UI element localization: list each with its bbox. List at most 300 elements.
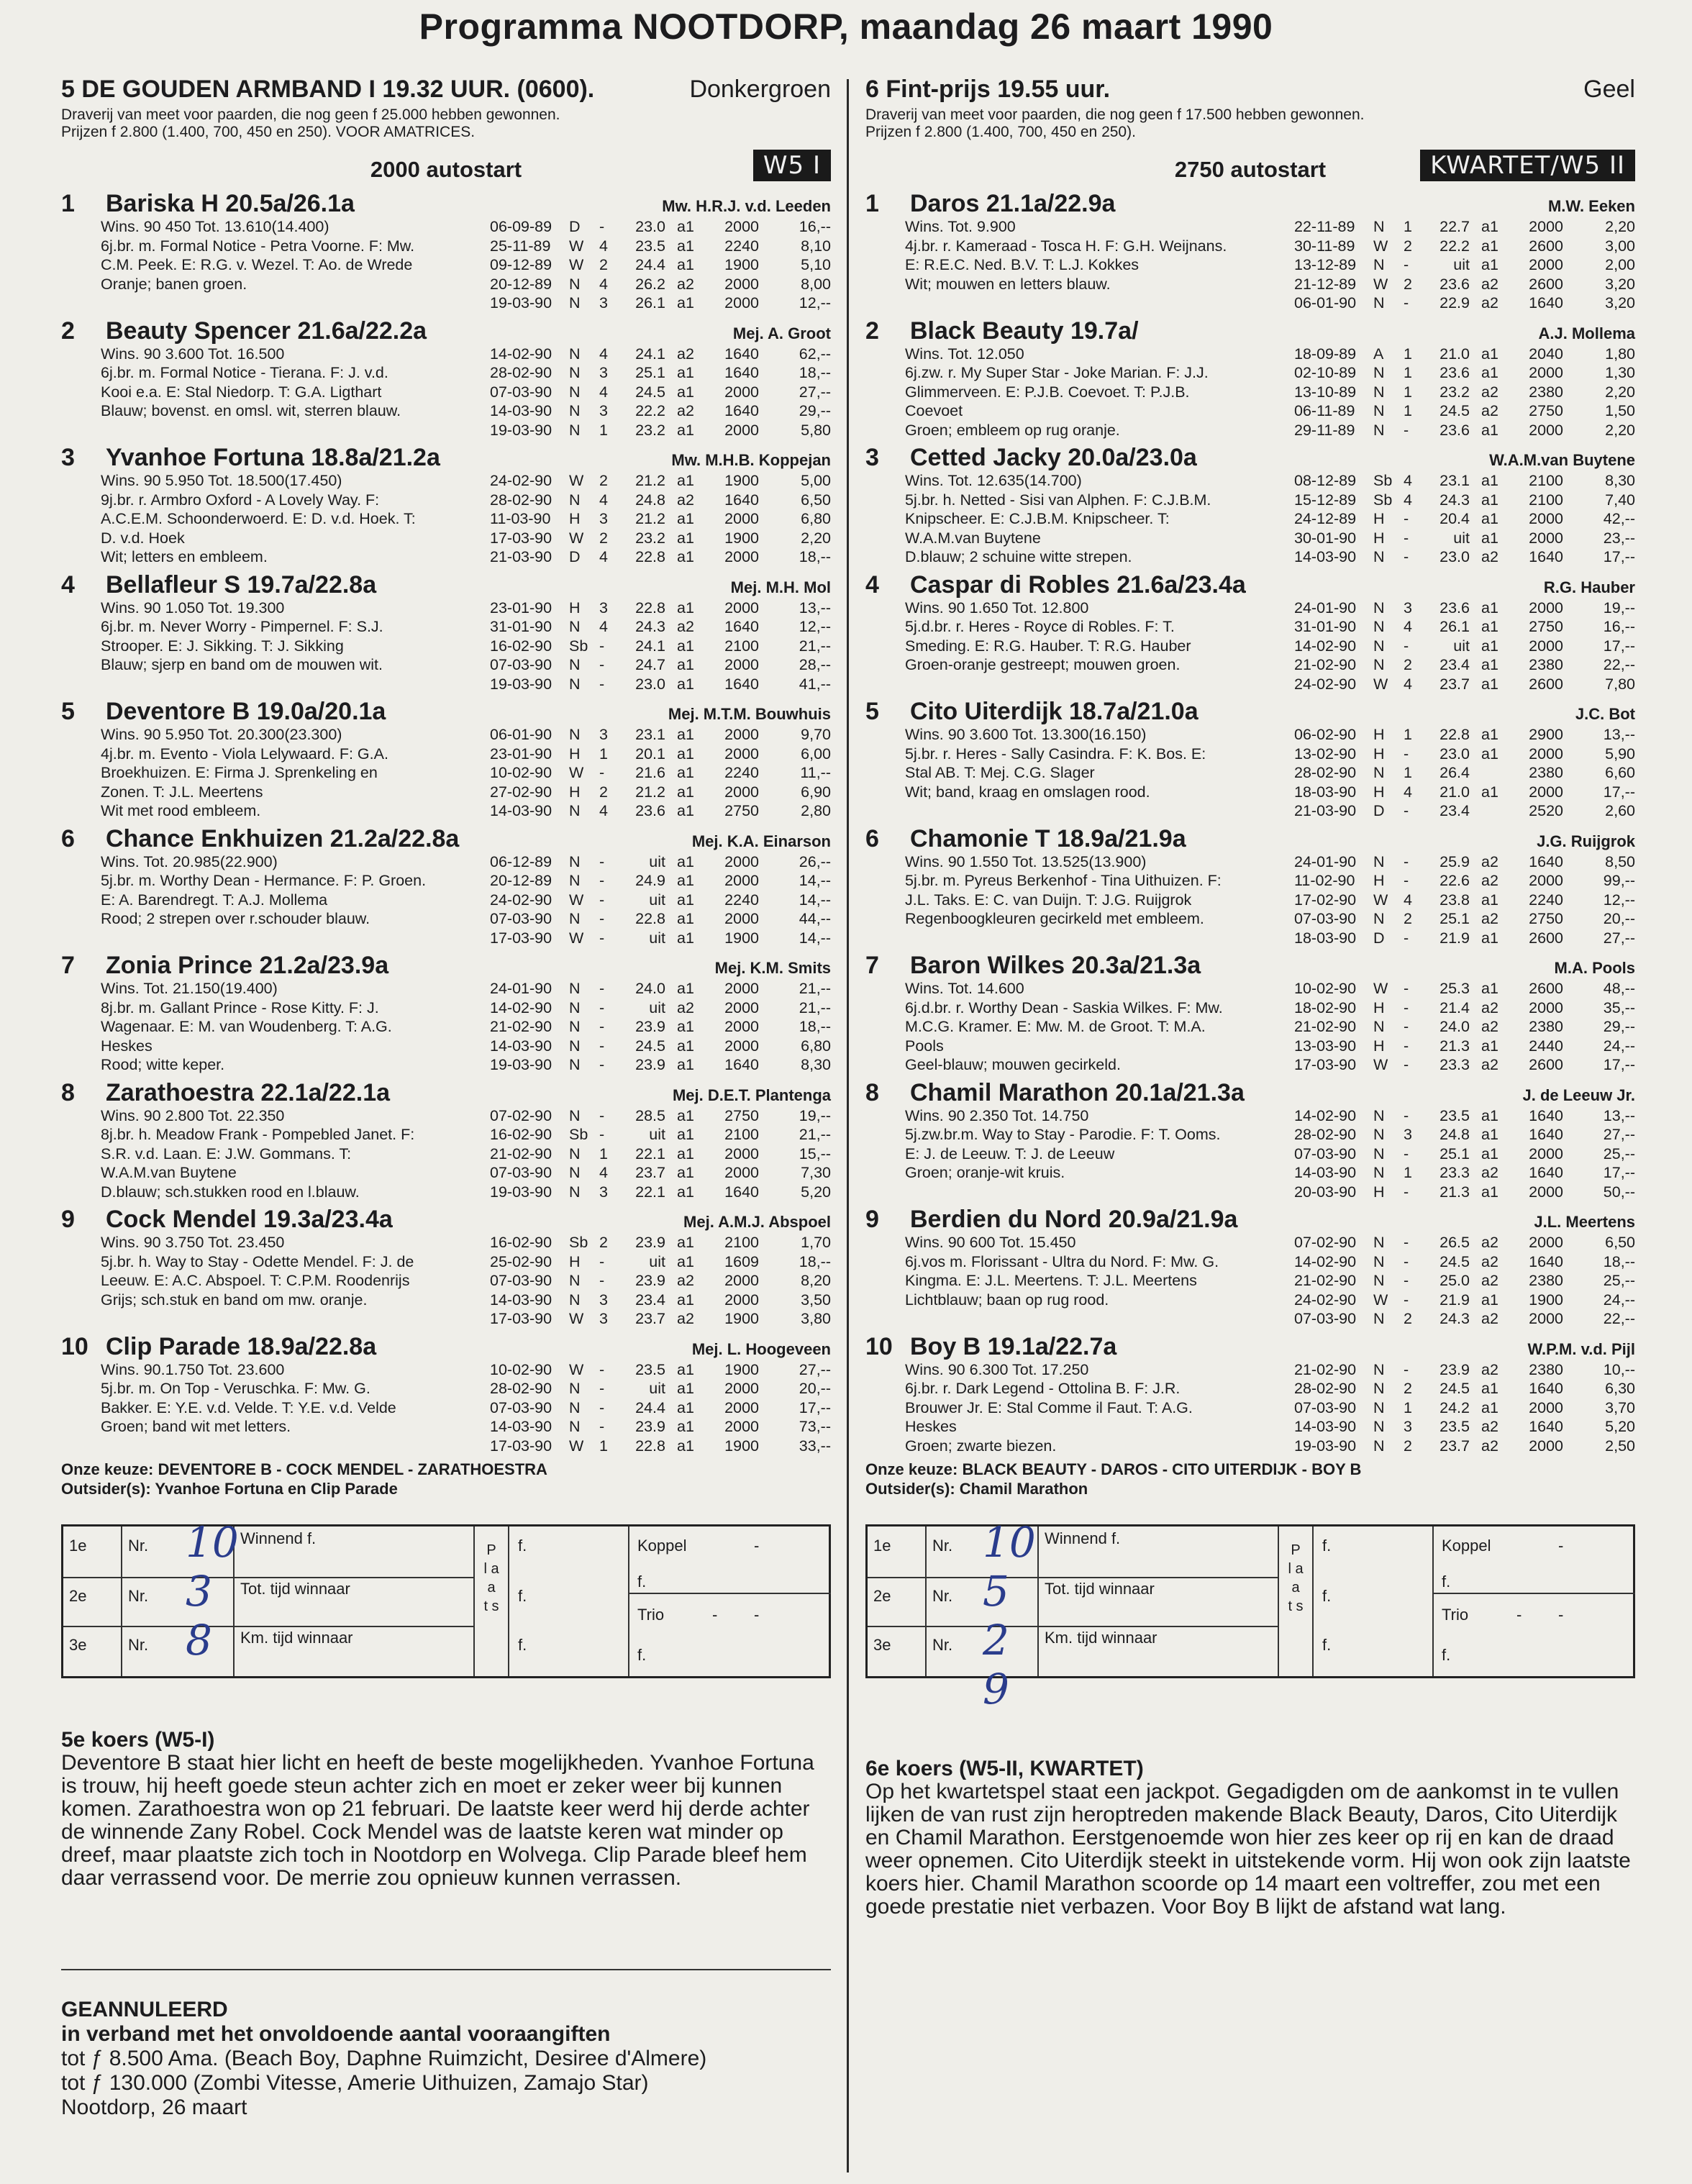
form-cell: a2 bbox=[1481, 402, 1498, 419]
form-cell: 1640 bbox=[1529, 1164, 1563, 1181]
form-cell: 24.4 bbox=[635, 1398, 665, 1416]
form-cell: 21.3 bbox=[1439, 1183, 1470, 1201]
form-row bbox=[1294, 763, 1635, 783]
form-row bbox=[490, 237, 831, 256]
form-cell: a2 bbox=[1481, 1234, 1498, 1251]
form-row bbox=[490, 725, 831, 745]
form-cell: a1 bbox=[1481, 656, 1498, 673]
form-cell: 4 bbox=[599, 548, 608, 565]
form-cell: - bbox=[1404, 529, 1409, 547]
form-cell: 22.9 bbox=[1439, 294, 1470, 311]
form-cell: 23.6 bbox=[1439, 364, 1470, 381]
horse-driver: J.L. Meertens bbox=[1534, 1213, 1635, 1231]
form-cell: N bbox=[569, 802, 581, 819]
form-cell: 24.3 bbox=[1439, 1310, 1470, 1327]
form-cell: 27,-- bbox=[1603, 929, 1635, 947]
form-cell: A bbox=[1373, 345, 1384, 363]
form-cell: 21.6 bbox=[635, 764, 665, 781]
form-cell: N bbox=[569, 1164, 581, 1181]
form-cell: 20.1 bbox=[635, 745, 665, 763]
form-cell: uit bbox=[649, 852, 665, 870]
form-cell: 4 bbox=[599, 383, 608, 401]
form-cell: 2000 bbox=[724, 745, 759, 763]
form-row bbox=[1294, 1017, 1635, 1037]
form-cell: N bbox=[1373, 637, 1385, 655]
form-row bbox=[1294, 1055, 1635, 1075]
form-rule-horizontal bbox=[628, 1593, 831, 1594]
horse-header bbox=[865, 1333, 1635, 1360]
horse-info-line: W.A.M.van Buytene bbox=[905, 529, 1041, 547]
handwritten-number: 8 bbox=[186, 1616, 212, 1665]
form-cell: 1900 bbox=[724, 472, 759, 489]
form-cell: a2 bbox=[1481, 1360, 1498, 1378]
distance-row bbox=[865, 145, 1635, 186]
form-cell: - bbox=[1404, 1056, 1409, 1073]
form-cell: 3,00 bbox=[1605, 237, 1635, 255]
horse-header bbox=[865, 444, 1635, 471]
form-cell: 24-02-90 bbox=[490, 472, 552, 489]
horse-info-line: J.L. Taks. E: C. van Duijn. T: J.G. Ruijgrok bbox=[905, 891, 1192, 909]
form-cell: 18,-- bbox=[799, 548, 831, 565]
form-cell: - bbox=[599, 1106, 605, 1124]
form-row bbox=[1294, 491, 1635, 510]
form-row bbox=[1294, 275, 1635, 294]
form-cell: W bbox=[1373, 237, 1388, 255]
horse-driver: J.G. Ruijgrok bbox=[1537, 832, 1635, 850]
race-distance: 2000 autostart bbox=[370, 157, 522, 182]
form-cell: - bbox=[1404, 1106, 1409, 1124]
form-cell: 24.8 bbox=[635, 491, 665, 509]
form-cell: 21,-- bbox=[799, 637, 831, 655]
form-row bbox=[1294, 1233, 1635, 1252]
horse-name: Zarathoestra 22.1a/22.1a bbox=[106, 1078, 391, 1106]
form-cell: a1 bbox=[677, 745, 694, 763]
form-cell: 1 bbox=[599, 1437, 608, 1455]
form-cell: a1 bbox=[1481, 637, 1498, 655]
form-row bbox=[1294, 1163, 1635, 1183]
trio-dash: - bbox=[1516, 1606, 1522, 1624]
form-row bbox=[1294, 745, 1635, 764]
horse-info-line: Wins. 90 1.550 Tot. 13.525(13.900) bbox=[905, 852, 1147, 870]
form-row bbox=[490, 929, 831, 948]
our-choice bbox=[61, 1460, 831, 1498]
form-cell: W bbox=[569, 256, 584, 273]
form-cell: 23.2 bbox=[635, 529, 665, 547]
place-label: 3e bbox=[69, 1636, 87, 1654]
form-cell: 1 bbox=[1404, 402, 1412, 419]
form-cell: 31-01-90 bbox=[490, 618, 552, 635]
horse-header bbox=[865, 1206, 1635, 1233]
form-cell: 2 bbox=[1404, 275, 1412, 293]
trio-dash: - bbox=[754, 1606, 760, 1624]
form-cell: N bbox=[1373, 1164, 1385, 1181]
form-cell: 4 bbox=[1404, 783, 1412, 801]
form-cell: 16-02-90 bbox=[490, 1234, 552, 1251]
horse-details bbox=[101, 217, 831, 313]
form-cell: 24-01-90 bbox=[490, 980, 552, 997]
form-cell: 29,-- bbox=[799, 402, 831, 419]
form-cell: N bbox=[569, 421, 581, 439]
horse-info-line: Kingma. E: J.L. Meertens. T: J.L. Meertens bbox=[905, 1272, 1197, 1289]
form-cell: a2 bbox=[677, 1272, 694, 1289]
horse-info-line: 4j.br. r. Kameraad - Tosca H. F: G.H. Weijnans. bbox=[905, 237, 1227, 255]
form-cell: 2000 bbox=[724, 872, 759, 889]
form-cell: 3 bbox=[599, 402, 608, 419]
form-cell: 23.8 bbox=[1439, 891, 1470, 909]
form-cell: N bbox=[569, 345, 581, 363]
form-cell: 2000 bbox=[724, 1380, 759, 1397]
handwritten-number: 5 bbox=[983, 1567, 1009, 1616]
form-cell: 7,40 bbox=[1605, 491, 1635, 509]
form-cell: 14-03-90 bbox=[490, 802, 552, 819]
form-cell: 13-02-90 bbox=[1294, 745, 1357, 763]
form-cell: W bbox=[569, 929, 584, 947]
form-cell: 23.5 bbox=[1439, 1418, 1470, 1435]
form-row bbox=[490, 675, 831, 694]
form-cell: 10-02-90 bbox=[490, 764, 552, 781]
form-cell: a1 bbox=[1481, 1398, 1498, 1416]
bet-type-badge: W5 I bbox=[753, 150, 831, 181]
horse-info-line: Wins. 90 2.800 Tot. 22.350 bbox=[101, 1106, 285, 1124]
form-row bbox=[490, 1017, 831, 1037]
form-cell: 21-02-90 bbox=[1294, 1360, 1357, 1378]
form-cell: a1 bbox=[677, 891, 694, 909]
form-cell: 6,60 bbox=[1605, 764, 1635, 781]
form-cell: 4 bbox=[599, 275, 608, 293]
form-cell: 23.3 bbox=[1439, 1164, 1470, 1181]
form-cell: a2 bbox=[1481, 1437, 1498, 1455]
plaats-amount: f. bbox=[1322, 1587, 1332, 1605]
form-cell: a1 bbox=[1481, 618, 1498, 635]
horse-header bbox=[61, 1206, 831, 1233]
form-cell: 2000 bbox=[1529, 1145, 1563, 1162]
form-cell: a1 bbox=[677, 929, 694, 947]
horse-info-line: Blauw; bovenst. en omsl. wit, sterren blauw. bbox=[101, 402, 401, 419]
form-cell: 22-11-89 bbox=[1294, 218, 1355, 235]
form-cell: a1 bbox=[1481, 726, 1498, 743]
form-cell: 4 bbox=[599, 237, 608, 255]
form-cell: 19-03-90 bbox=[490, 294, 552, 311]
form-cell: 1640 bbox=[1529, 1126, 1563, 1143]
form-cell: 2520 bbox=[1529, 802, 1563, 819]
koppel-label: Koppel bbox=[1442, 1537, 1491, 1555]
form-cell: W bbox=[1373, 980, 1388, 997]
horse-details bbox=[101, 979, 831, 1075]
horse-info bbox=[101, 1360, 490, 1456]
horse-form bbox=[1294, 1233, 1635, 1329]
horse-info-line: Grijs; sch.stuk en band om mw. oranje. bbox=[101, 1291, 368, 1309]
horse-info-line: 8j.br. m. Gallant Prince - Rose Kitty. F: J. bbox=[101, 998, 379, 1016]
form-row bbox=[1294, 852, 1635, 872]
form-cell: 23.1 bbox=[635, 726, 665, 743]
form-cell: 2000 bbox=[724, 998, 759, 1016]
horse-driver: J.C. Bot bbox=[1575, 705, 1635, 723]
cancelled-subheading: in verband met het onvoldoende aantal vooraangiften bbox=[61, 2022, 611, 2046]
form-cell: 2240 bbox=[724, 891, 759, 909]
horse-driver: Mej. K.A. Einarson bbox=[691, 832, 831, 850]
form-cell: 30-01-90 bbox=[1294, 529, 1357, 547]
form-cell: 1900 bbox=[724, 1310, 759, 1327]
form-cell: Sb bbox=[569, 1234, 588, 1251]
form-cell: H bbox=[1373, 1037, 1385, 1055]
horse-number: 8 bbox=[61, 1078, 75, 1106]
horse-info-line: 5j.br. r. Heres - Sally Casindra. F: K. Bos. E: bbox=[905, 745, 1206, 763]
place-label: 1e bbox=[69, 1537, 87, 1555]
form-row bbox=[490, 1233, 831, 1252]
form-cell: N bbox=[1373, 910, 1385, 927]
form-cell: 2000 bbox=[724, 1418, 759, 1435]
form-row bbox=[1294, 401, 1635, 421]
form-cell: 1640 bbox=[724, 491, 759, 509]
form-row bbox=[490, 1417, 831, 1437]
horse-info-line: Wit; band, kraag en omslagen rood. bbox=[905, 783, 1150, 801]
form-cell: a2 bbox=[1481, 1310, 1498, 1327]
form-cell: 2 bbox=[1404, 1437, 1412, 1455]
form-cell: uit bbox=[1453, 637, 1470, 655]
horse-info-line: M.C.G. Kramer. E: Mw. M. de Groot. T: M.A. bbox=[905, 1018, 1206, 1035]
horse-info-line: D.blauw; sch.stukken rood en l.blauw. bbox=[101, 1183, 360, 1201]
form-cell: - bbox=[599, 910, 605, 927]
form-rule-vertical bbox=[1278, 1526, 1279, 1676]
form-cell: 11-02-90 bbox=[1294, 872, 1355, 889]
form-cell: 1,80 bbox=[1605, 345, 1635, 363]
form-cell: a1 bbox=[1481, 783, 1498, 801]
form-cell: 23.9 bbox=[635, 1418, 665, 1435]
form-cell: a1 bbox=[677, 1234, 694, 1251]
form-row bbox=[1294, 383, 1635, 402]
form-cell: - bbox=[599, 656, 605, 673]
horse-info-line: Wit; letters en embleem. bbox=[101, 548, 268, 565]
form-row bbox=[490, 383, 831, 402]
form-cell: 1640 bbox=[724, 618, 759, 635]
form-cell: - bbox=[1404, 1291, 1409, 1309]
form-row bbox=[490, 1037, 831, 1056]
form-cell: 02-10-89 bbox=[1294, 364, 1357, 381]
our-choice bbox=[865, 1460, 1635, 1498]
form-cell: 2,20 bbox=[1605, 383, 1635, 401]
form-cell: - bbox=[1404, 548, 1409, 565]
horse-entry bbox=[61, 952, 831, 1075]
form-row bbox=[490, 1183, 831, 1202]
form-cell: N bbox=[1373, 1018, 1385, 1035]
form-cell: H bbox=[1373, 998, 1385, 1016]
race-color: Donkergroen bbox=[689, 76, 831, 103]
form-cell: 10,-- bbox=[1603, 1360, 1635, 1378]
horse-info-line: Wins. 90 450 Tot. 13.610(14.400) bbox=[101, 218, 329, 235]
form-cell: 1 bbox=[1404, 764, 1412, 781]
form-cell: a1 bbox=[1481, 1380, 1498, 1397]
form-cell: 28-02-90 bbox=[1294, 764, 1357, 781]
horse-info-line: 6j.d.br. r. Worthy Dean - Saskia Wilkes. F: Mw. bbox=[905, 998, 1223, 1016]
form-cell: 23.7 bbox=[635, 1164, 665, 1181]
form-row bbox=[1294, 675, 1635, 694]
form-cell: 25.0 bbox=[1439, 1272, 1470, 1289]
distance-row bbox=[61, 145, 831, 186]
form-cell: - bbox=[1404, 1360, 1409, 1378]
horse-info-line: Wins. 90 3.600 Tot. 16.500 bbox=[101, 345, 285, 363]
form-cell: 2100 bbox=[724, 1234, 759, 1251]
form-cell: 19-03-90 bbox=[490, 1056, 552, 1073]
cancelled-line: Nootdorp, 26 maart bbox=[61, 2096, 247, 2119]
form-rule-vertical bbox=[1432, 1526, 1434, 1676]
horse-info-line: Groen; band wit met letters. bbox=[101, 1418, 291, 1435]
bet-type-badge: KWARTET/W5 II bbox=[1420, 150, 1635, 181]
form-cell: a2 bbox=[1481, 1056, 1498, 1073]
form-cell: 1,70 bbox=[801, 1234, 831, 1251]
form-cell: 14-03-90 bbox=[490, 402, 552, 419]
form-cell: 14-03-90 bbox=[490, 1418, 552, 1435]
plaats-amount: f. bbox=[518, 1587, 527, 1605]
form-cell: 2,20 bbox=[1605, 218, 1635, 235]
form-cell: 23.2 bbox=[1439, 383, 1470, 401]
form-cell: W bbox=[1373, 675, 1388, 693]
form-cell: 2240 bbox=[724, 237, 759, 255]
horse-info-line: Brouwer Jr. E: Stal Comme il Faut. T: A.G. bbox=[905, 1398, 1193, 1416]
horse-name: Yvanhoe Fortuna 18.8a/21.2a bbox=[106, 444, 440, 471]
form-cell: 2000 bbox=[724, 421, 759, 439]
horse-driver: R.G. Hauber bbox=[1543, 578, 1635, 596]
form-row bbox=[1294, 1145, 1635, 1164]
form-cell: 1900 bbox=[724, 1360, 759, 1378]
horse-name: Chamil Marathon 20.1a/21.3a bbox=[910, 1078, 1245, 1106]
form-cell: a2 bbox=[1481, 294, 1498, 311]
form-cell: 27-02-90 bbox=[490, 783, 552, 801]
form-cell: Sb bbox=[569, 637, 588, 655]
plaats-amount: f. bbox=[1322, 1537, 1332, 1555]
form-row bbox=[490, 255, 831, 275]
form-cell: - bbox=[1404, 852, 1409, 870]
form-row bbox=[490, 471, 831, 491]
horse-number: 3 bbox=[865, 444, 879, 471]
form-cell: 24.5 bbox=[635, 1037, 665, 1055]
form-cell: 2100 bbox=[724, 637, 759, 655]
horse-entry bbox=[865, 952, 1635, 1075]
horse-info-line: Broekhuizen. E: Firma J. Sprenkeling en bbox=[101, 764, 378, 781]
commentary-text: Deventore B staat hier licht en heeft de beste mogelijkheden. Yvanhoe Fortuna is trouw, hij heeft goede steun achter zich en moet er zeker weer bij kunnen komen. Zarathoestra won op 21 februari. De laatste keer werd hij derde achter de winnende Zany Robel. Cock Mendel was de laatste keren wat minder op dreef, maar plaatste zich toch in Nootdorp en Wolvega. Clip Parade bleef hem daar verrassend voor. De merrie zou opnieuw kunnen verrassen. bbox=[61, 1751, 814, 1890]
form-cell: 13-12-89 bbox=[1294, 256, 1357, 273]
form-cell: 3 bbox=[1404, 599, 1412, 616]
form-cell: 35,-- bbox=[1603, 998, 1635, 1016]
horse-driver: J. de Leeuw Jr. bbox=[1522, 1086, 1635, 1104]
form-cell: 21.3 bbox=[1439, 1037, 1470, 1055]
form-cell: a2 bbox=[677, 998, 694, 1016]
form-cell: 2000 bbox=[1529, 998, 1563, 1016]
form-cell: a1 bbox=[677, 1037, 694, 1055]
form-cell: - bbox=[599, 1398, 605, 1416]
form-cell: 73,-- bbox=[799, 1418, 831, 1435]
form-cell: a2 bbox=[677, 402, 694, 419]
form-rule-horizontal bbox=[63, 1577, 473, 1578]
form-cell: 18,-- bbox=[799, 364, 831, 381]
form-cell: a1 bbox=[677, 802, 694, 819]
form-cell: a1 bbox=[677, 1164, 694, 1181]
form-cell: H bbox=[1373, 872, 1385, 889]
form-cell: 2 bbox=[599, 1234, 608, 1251]
horse-info-line: 5j.br. m. Worthy Dean - Hermance. F: P. Groen. bbox=[101, 872, 427, 889]
race-title: 5 DE GOUDEN ARMBAND I 19.32 UUR. (0600). bbox=[61, 76, 595, 103]
form-cell: 6,90 bbox=[801, 783, 831, 801]
handwritten-number: 9 bbox=[983, 1665, 1009, 1714]
horse-info bbox=[101, 471, 490, 567]
horse-info-line: Wins. 90 3.600 Tot. 13.300(16.150) bbox=[905, 726, 1147, 743]
form-cell: N bbox=[569, 1380, 581, 1397]
form-cell: 23.0 bbox=[635, 675, 665, 693]
form-cell: 20,-- bbox=[799, 1380, 831, 1397]
form-cell: 17,-- bbox=[1603, 1164, 1635, 1181]
form-cell: 2,20 bbox=[1605, 421, 1635, 439]
form-cell: 21-02-90 bbox=[490, 1018, 552, 1035]
horse-driver: Mw. M.H.B. Koppejan bbox=[671, 451, 831, 469]
horse-info-line: Wins. 90 3.750 Tot. 23.450 bbox=[101, 1234, 285, 1251]
form-cell: 8,30 bbox=[1605, 472, 1635, 489]
form-cell: uit bbox=[649, 1252, 665, 1270]
form-cell: uit bbox=[1453, 529, 1470, 547]
horse-details bbox=[905, 599, 1635, 694]
horse-info-line: 5j.zw.br.m. Way to Stay - Parodie. F: T. Ooms. bbox=[905, 1126, 1221, 1143]
form-cell: 1 bbox=[599, 1145, 608, 1162]
form-cell: N bbox=[1373, 548, 1385, 565]
form-rule-horizontal bbox=[868, 1626, 1278, 1627]
form-cell: 21.0 bbox=[1439, 345, 1470, 363]
form-cell: 14-02-90 bbox=[1294, 637, 1357, 655]
form-cell: N bbox=[569, 726, 581, 743]
horse-info bbox=[905, 1233, 1294, 1329]
form-cell: 07-02-90 bbox=[1294, 1234, 1357, 1251]
form-cell: a1 bbox=[1481, 218, 1498, 235]
race-commentary bbox=[61, 1729, 831, 1890]
form-cell: 1640 bbox=[1529, 1106, 1563, 1124]
form-cell: 8,20 bbox=[801, 1272, 831, 1289]
form-row bbox=[1294, 1360, 1635, 1380]
form-cell: 2 bbox=[1404, 237, 1412, 255]
form-cell: - bbox=[1404, 1037, 1409, 1055]
form-cell: a2 bbox=[1481, 1164, 1498, 1181]
form-cell: N bbox=[1373, 1145, 1385, 1162]
horse-header bbox=[865, 1079, 1635, 1106]
form-cell: a1 bbox=[677, 510, 694, 527]
horse-number: 9 bbox=[61, 1206, 75, 1233]
form-cell: N bbox=[1373, 383, 1385, 401]
horse-info-line: Groen; embleem op rug oranje. bbox=[905, 421, 1120, 439]
form-row bbox=[1294, 801, 1635, 821]
form-row bbox=[1294, 637, 1635, 656]
horse-info-line: Lichtblauw; baan op rug rood. bbox=[905, 1291, 1109, 1309]
horse-entry bbox=[865, 571, 1635, 694]
form-cell: 2000 bbox=[1529, 1437, 1563, 1455]
place-label: 1e bbox=[873, 1537, 891, 1555]
form-cell: 22.8 bbox=[635, 548, 665, 565]
form-cell: 21.2 bbox=[635, 783, 665, 801]
form-cell: 24.0 bbox=[635, 980, 665, 997]
form-rule-vertical bbox=[628, 1526, 629, 1676]
form-row bbox=[490, 1360, 831, 1380]
horse-form bbox=[490, 852, 831, 948]
horse-entry bbox=[865, 444, 1635, 567]
form-cell: 23.9 bbox=[635, 1234, 665, 1251]
form-cell: 24.1 bbox=[635, 637, 665, 655]
form-cell: 06-01-90 bbox=[490, 726, 552, 743]
form-cell: 1 bbox=[1404, 726, 1412, 743]
horse-details bbox=[905, 725, 1635, 821]
form-cell: 14-03-90 bbox=[1294, 1164, 1357, 1181]
form-cell: 07-03-90 bbox=[1294, 910, 1357, 927]
horse-driver: M.A. Pools bbox=[1554, 959, 1635, 977]
form-cell: W bbox=[1373, 275, 1388, 293]
form-cell: W bbox=[569, 472, 584, 489]
horse-header bbox=[61, 952, 831, 979]
form-row bbox=[1294, 655, 1635, 675]
form-cell: a1 bbox=[1481, 745, 1498, 763]
